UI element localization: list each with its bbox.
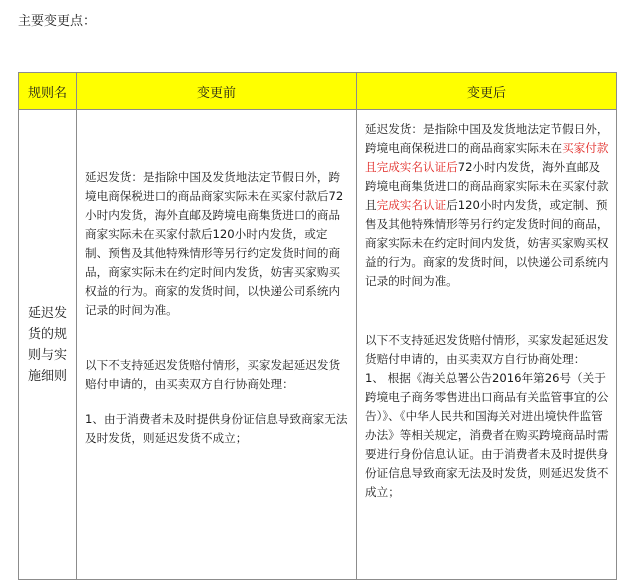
header-rule-name: 规则名 <box>19 73 77 110</box>
changes-table <box>18 72 617 580</box>
before-paragraph-3: 1、由于消费者未及时提供身份证信息导致商家无法及时发货，则延迟发货不成立； <box>85 412 348 445</box>
after-highlight-1: 买家付款且完成实名认证后 <box>365 141 609 174</box>
after-paragraph-1 <box>365 120 610 291</box>
after-paragraph-3: 1、 根据《海关总署公告2016年第26号（关于跨境电子商务零售进出口商品有关监管事宜的公告）》、《中华人民共和国海关对进出境快件监管办法》等相关规定，消费者在购买跨境商品时需要进行身份信息认证。由于消费者未及时提供身份证信息导致商家无法及时发货，则延迟发货不成立； <box>365 371 609 499</box>
header-after: 变更后 <box>357 73 617 110</box>
before-paragraph-1: 延迟发货：是指除中国及发货地法定节假日外，跨境电商保税进口的商品商家实际未在买家付款后72小时内发货，海外直邮及跨境电商集货进口的商品商家实际未在买家付款后120小时内发货，或定制、预售及其他特殊情形等另行约定发货时间的商品，商家实际未在约定时间内发货，妨害买家购买权益的行为。商家的发货时间，以快递公司系统内记录的时间为准。 <box>85 170 344 317</box>
intro-text: 主要变更点： <box>18 14 97 29</box>
header-before: 变更前 <box>77 73 357 110</box>
after-text-a: 延迟发货：是指除中国及发货地法定节假日外，跨境电商保税进口的商品商家实际未在 <box>365 122 609 155</box>
before-paragraph-2: 以下不支持延迟发货赔付情形，买家发起延迟发货赔付申请的，由买卖双方自行协商处理： <box>85 358 341 391</box>
after-cell <box>357 110 617 580</box>
after-paragraph-2: 以下不支持延迟发货赔付情形，买家发起延迟发货赔付申请的，由买卖双方自行协商处理： <box>365 333 609 366</box>
after-highlight-2: 完成实名认证 <box>376 198 447 212</box>
after-text-b: 72小时内发货，海外直邮及跨境电商集货进口的商品商家实际未在买家付款且 <box>365 160 609 212</box>
after-text-c: 后120小时内发货，或定制、预售及其他特殊情形等另行约定发货时间的商品，商家实际未在约定时间内发货，妨害买家购买权益的行为。商家的发货时间，以快递公司系统内记录的时间为准。 <box>365 198 609 288</box>
table-row <box>19 110 617 580</box>
rule-name-cell: 延迟发货的规则与实施细则 <box>19 110 77 580</box>
before-cell <box>77 110 357 580</box>
table-header-row <box>19 73 617 110</box>
